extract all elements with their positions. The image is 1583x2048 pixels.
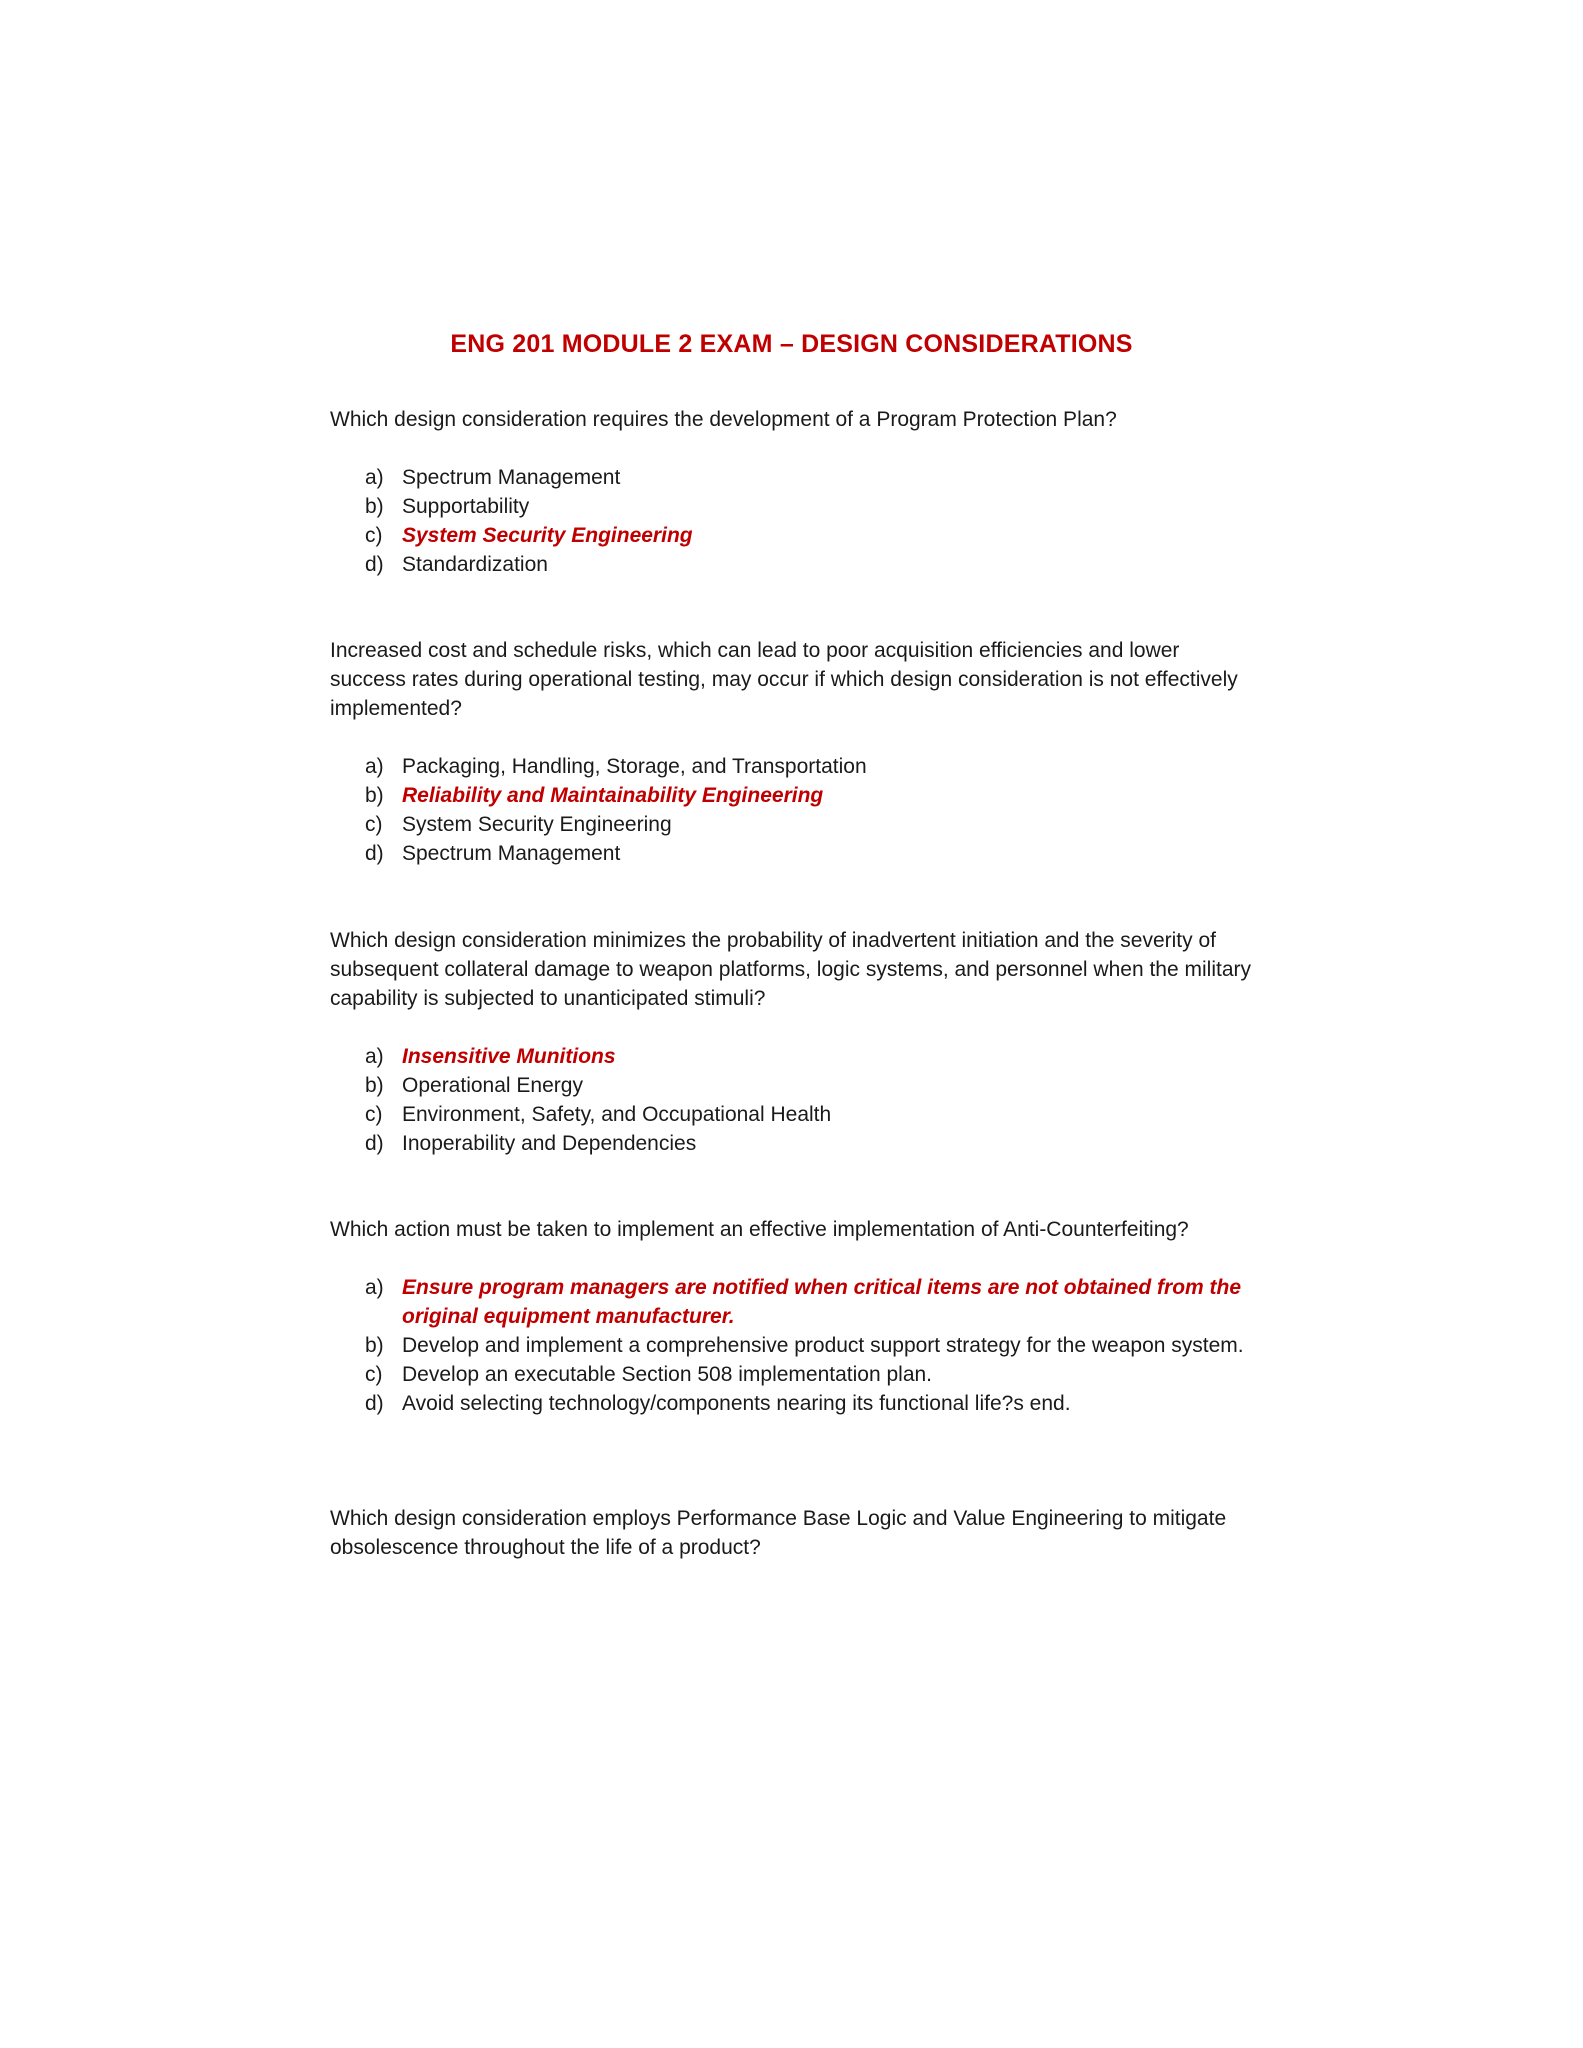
option-b — [330, 1331, 1260, 1360]
option-letter: b) — [365, 495, 384, 518]
option-letter: b) — [365, 784, 384, 807]
option-text: Spectrum Management — [402, 466, 621, 489]
option-letter: d) — [365, 1132, 384, 1155]
option-text: Operational Energy — [402, 1074, 583, 1097]
option-a-correct-answer — [330, 1042, 1260, 1071]
option-list — [330, 463, 1260, 579]
option-text-highlighted: System Security Engineering — [402, 524, 693, 547]
page-title: ENG 201 MODULE 2 EXAM – DESIGN CONSIDERATIONS — [450, 330, 1133, 358]
option-letter: b) — [365, 1074, 384, 1097]
option-letter: d) — [365, 842, 384, 865]
option-text-highlighted: Insensitive Munitions — [402, 1045, 616, 1068]
question-1 — [330, 405, 1260, 579]
question-4 — [330, 1215, 1260, 1418]
option-letter: b) — [365, 1334, 384, 1357]
option-list — [330, 752, 1260, 868]
option-a — [330, 752, 1260, 781]
question-text: Increased cost and schedule risks, which can lead to poor acquisition efficiencies and lower success rates during operational testing, may occur if which design consideration is not effectively implemented? — [330, 639, 1238, 720]
option-letter: c) — [365, 524, 383, 547]
option-text: Inoperability and Dependencies — [402, 1132, 697, 1155]
option-d — [330, 1389, 1260, 1418]
option-a — [330, 463, 1260, 492]
option-letter: c) — [365, 813, 383, 836]
option-letter: a) — [365, 1045, 384, 1068]
option-b — [330, 1071, 1260, 1100]
option-text: Avoid selecting technology/components nearing its functional life?s end. — [402, 1392, 1071, 1415]
option-letter: c) — [365, 1103, 383, 1126]
question-2 — [330, 636, 1260, 868]
option-c — [330, 1360, 1260, 1389]
question-text: Which design consideration employs Performance Base Logic and Value Engineering to mitigate obsolescence throughout the life of a product? — [330, 1507, 1227, 1559]
option-text: System Security Engineering — [402, 813, 672, 836]
option-c — [330, 810, 1260, 839]
option-c — [330, 1100, 1260, 1129]
option-a-correct-answer — [330, 1273, 1260, 1331]
option-text: Develop and implement a comprehensive product support strategy for the weapon system. — [402, 1334, 1244, 1357]
option-text-highlighted: Ensure program managers are notified when critical items are not obtained from the original equipment manufacturer. — [402, 1276, 1242, 1328]
option-letter: c) — [365, 1363, 383, 1386]
option-list — [330, 1042, 1260, 1158]
option-d — [330, 550, 1260, 579]
option-text: Develop an executable Section 508 implementation plan. — [402, 1363, 933, 1386]
option-text: Spectrum Management — [402, 842, 621, 865]
option-letter: a) — [365, 755, 384, 778]
option-text: Environment, Safety, and Occupational Health — [402, 1103, 832, 1126]
option-c-correct-answer — [330, 521, 1260, 550]
option-text: Supportability — [402, 495, 530, 518]
option-letter: a) — [365, 1276, 384, 1299]
question-text: Which design consideration requires the development of a Program Protection Plan? — [330, 408, 1117, 431]
question-5 — [330, 1504, 1260, 1562]
option-d — [330, 839, 1260, 868]
option-list — [330, 1273, 1260, 1418]
option-letter: d) — [365, 1392, 384, 1415]
question-3 — [330, 926, 1260, 1158]
option-b — [330, 492, 1260, 521]
question-text: Which action must be taken to implement an effective implementation of Anti-Counterfeiting? — [330, 1218, 1189, 1241]
question-text: Which design consideration minimizes the probability of inadvertent initiation and the severity of subsequent collateral damage to weapon platforms, logic systems, and personnel when the military capability is subjected to unanticipated stimuli? — [330, 929, 1251, 1010]
option-text: Standardization — [402, 553, 548, 576]
option-text-highlighted: Reliability and Maintainability Engineering — [402, 784, 824, 807]
option-letter: d) — [365, 553, 384, 576]
option-b-correct-answer — [330, 781, 1260, 810]
option-text: Packaging, Handling, Storage, and Transportation — [402, 755, 867, 778]
option-letter: a) — [365, 466, 384, 489]
option-d — [330, 1129, 1260, 1158]
